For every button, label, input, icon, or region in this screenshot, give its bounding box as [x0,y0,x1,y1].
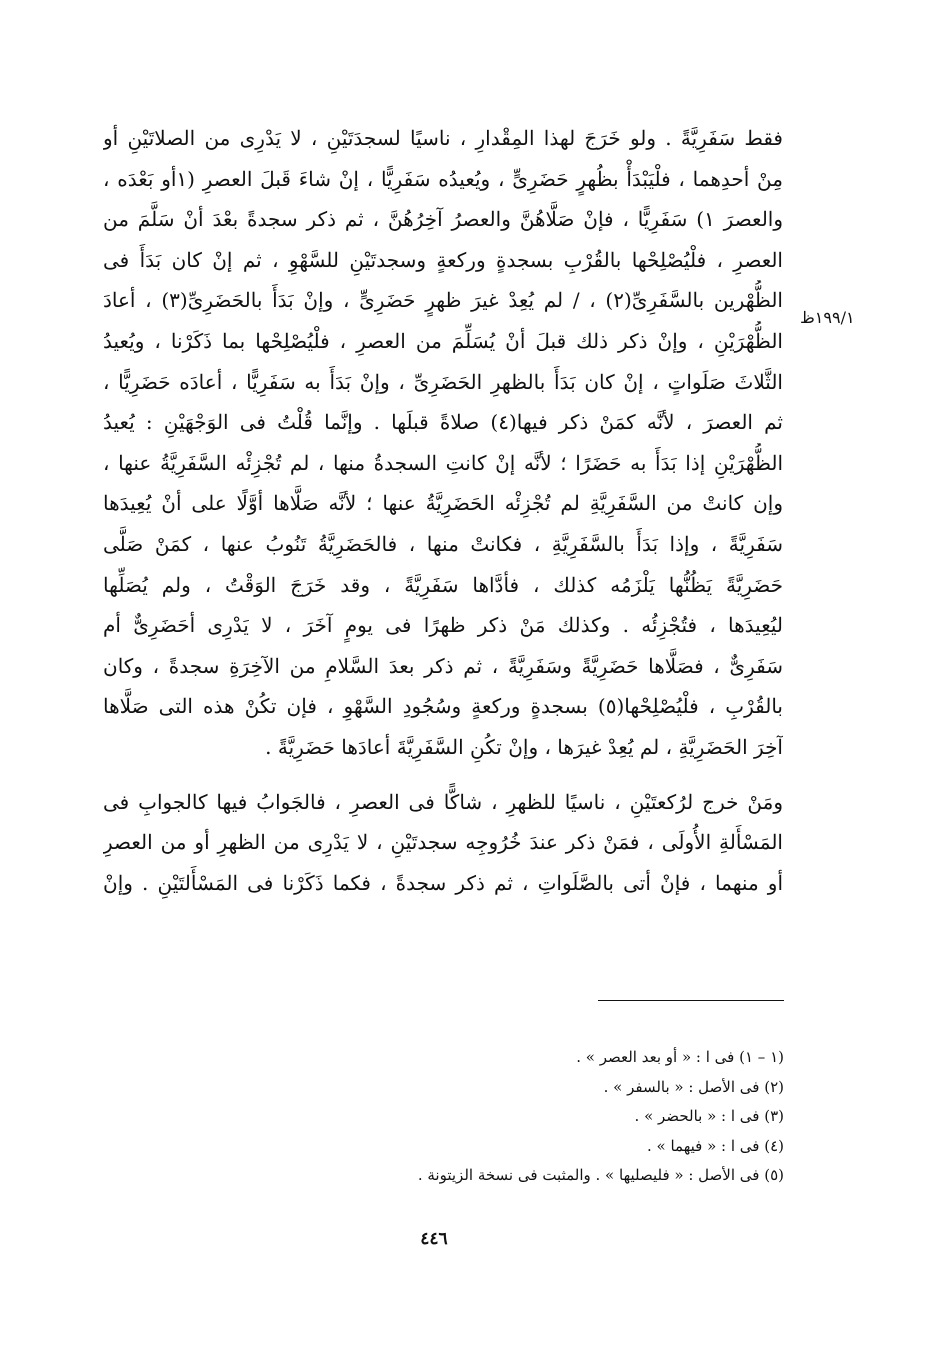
footnotes [300,1043,784,1191]
text-line: بالقُرْبِ ، فلْيُصْلِحْها(٥) بسجدةٍ وركعةٍ وسُجُودِ السَّهْوِ ، فإن تكُنْ هذه التى صَلَّاها [103,694,783,719]
page-number: ٤٤٦ [420,1229,448,1249]
text-line: والعصرَ ١) سَفَرِيًّا ، فإنْ صَلَّاهُنَّ والعصرُ آخِرُهُنَّ ، ثم ذكر سجدةً بعْدَ أنْ سَلَّمَ من [103,207,783,232]
text-line: ثم العصرَ ، لأنَّه كمَنْ ذكر فيها(٤) صلاةً قبلَها . وإنَّما قُلْتُ فى الوَجْهَيْنِ : يُعيدُ [103,410,783,435]
paragraph-2 [103,782,783,904]
text-line: العصرِ ، فلْيُصْلِحْها بالقُرْبِ بسجدةٍ وركعةٍ وسجدتَيْنِ للسَّهْوِ ، ثم إنْ كان بَدَأَ فى [103,247,783,272]
text-line: سَفَرِىٌّ ، فصَلَّاها حَضَرِيَّةً وسَفَرِيَّةً ، ثم ذكر بعدَ السَّلامِ من الآخِرَةِ سجدةً ، وكان [103,653,783,678]
main-text-body [103,118,783,903]
text-line: سَفَرِيَّةً ، وإذا بَدَأَ بالسَّفَرِيَّةِ ، فكانتْ منها ، فالحَضَرِيَّةُ تَنُوبُ عنها ، كمَنْ صَلَّى [103,531,783,556]
text-line: حَضَرِيَّةً يَظُنُّها يَلْزَمُه كذلك ، فأدَّاها سَفَرِيَّةً ، وقد خَرَجَ الوَقْتُ ، ولم يُصَلِّها [103,572,783,597]
text-line: الظُّهْرَيْنِ إذا بَدَأَ به حَضَرًا ؛ لأنَّه إنْ كانتِ السجدةُ منها ، لم تُجْزِئْه السَّفَرِيَّةُ عنها ، [103,450,783,475]
text-line: مِنْ أحدِهما ، فلْيَبْدَأْ بظُهرٍ حَضَرِىٍّ ، ويُعيدُه سَفَرِيًّا ، إنْ شاءَ قَبلَ العصرِ (١أو بَعْدَه ، [103,166,783,191]
paragraph-1 [103,118,783,768]
footnote-separator-rule [598,1000,784,1001]
paragraph-gap [103,768,783,782]
text-line: المَسْأَلةِ الأُولَى ، فمَنْ ذكر عندَ خُرُوجِه سجدتَيْنِ ، لا يَدْرِى من الظهرِ أو من العصرِ [103,830,783,855]
text-line: أو منهما ، فإنْ أتى بالصَّلَواتِ ، ثم ذكر سجدةً ، فكما ذَكَرْنا فى المَسْأَلتَيْنِ . وإنْ [103,870,783,895]
text-line: الظُّهْرين بالسَّفَرِىِّ(٢) ، / لم يُعِدْ غيرَ ظهرٍ حَضَرِىٍّ ، وإنْ بَدَأَ بالحَضَرِىِّ(٣) ، أعادَ [103,288,783,313]
text-line: آخِرَ الحَضَرِيَّةِ ، لم يُعِدْ غيرَها ، وإنْ تكُنِ السَّفَرِيَّةَ أعادَها حَضَرِيَّةً . [265,734,783,759]
text-line: فقط سَفَرِيَّةً . ولو خَرَجَ لهذا المِقْدارِ ، ناسيًا لسجدَتَيْنِ ، لا يَدْرِى من الصلاتَيْنِ أو [103,126,783,150]
text-line: الظُّهْرَيْنِ ، وإنْ ذكر ذلك قبلَ أنْ يُسَلِّمَ من العصرِ ، فلْيُصْلِحْها بما ذَكَرْنا ، ويُعيدُ [103,328,783,353]
text-line: وإن كانتْ من السَّفَرِيَّةِ لم تُجْزِئْه الحَضَرِيَّةُ عنها ؛ لأنَّه صَلَّاها أوَّلًا على أنْ يُعِيدَها [103,491,783,516]
text-line: الثَّلاثَ صَلَواتٍ ، إنْ كان بَدَأَ بالظهرِ الحَضَرِىِّ ، وإنْ بَدَأَ به سَفَرِيًّا ، أعادَه حَضَرِيًّا ، [103,369,783,394]
footnote: (٢) فى الأصل : « بالسفر » . [603,1077,784,1096]
footnote: (١ – ١) فى ا : « أو بعد العصر » . [576,1048,784,1066]
footnote: (٤) فى ا : « فيهما » . [646,1136,784,1155]
footnote: (٥) فى الأصل : « فليصليها » . والمثبت فى نسخة الزيتونة . [417,1166,784,1184]
footnote: (٣) فى ا : « بالحضر » . [634,1107,784,1125]
text-line: ليُعِيدَها ، فتُجْزِئُه . وكذلك مَنْ ذكر ظهرًا فى يومٍ آخَرَ ، لا يَدْرِى أحَضَرِىٌّ أم [103,613,783,638]
margin-folio-note: ١٩٩/١ظ [800,308,855,327]
text-line: ومَنْ خرج لرُكعتَيْنِ ، ناسيًا للظهرِ ، شاكًّا فى العصرِ ، فالجَوابُ فيها كالجوابِ فى [103,789,783,814]
